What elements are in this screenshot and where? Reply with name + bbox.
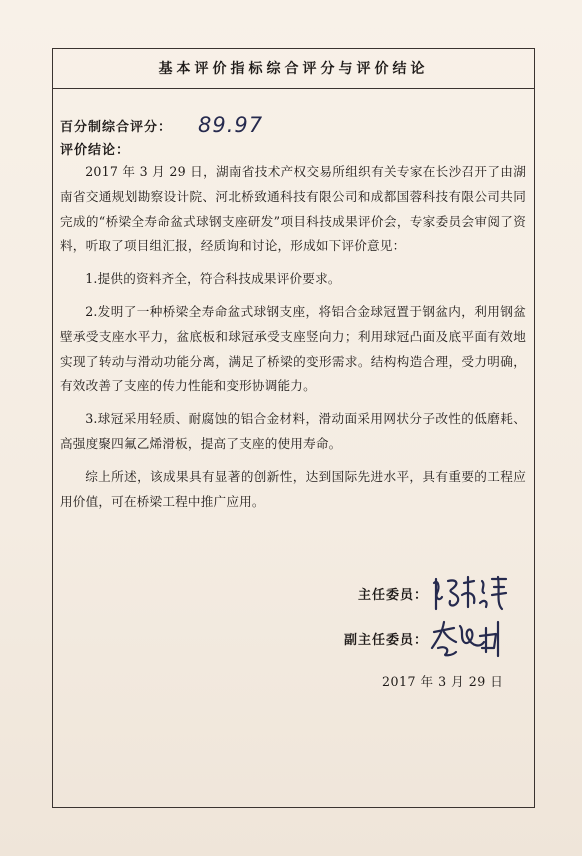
conclusion-paragraph: 2.发明了一种桥梁全寿命盆式球钢支座，将铝合金球冠置于钢盆内，利用钢盆壁承受支座水平力，盆底板和球冠承受支座竖向力；利用球冠凸面及底平面有效地实现了转动与滑动功能分离，满足了桥梁的变形需求。结构构造合理，受力明确，有效改善了支座的传力性能和变形协调能力。 <box>60 303 526 394</box>
conclusion-paragraph: 3.球冠采用轻质、耐腐蚀的铝合金材料，滑动面采用网状分子改性的低磨耗、高强度聚四氟乙烯滑板，提高了支座的使用寿命。 <box>60 411 526 451</box>
conclusion-paragraph: 综上所述，该成果具有显著的创新性，达到国际先进水平，具有重要的工程应用价值，可在桥梁工程中推广应用。 <box>60 468 526 509</box>
score-label: 百分制综合评分： <box>60 120 173 135</box>
score-line <box>60 112 263 136</box>
conclusion-paragraph: 2017 年 3 月 29 日，湖南省技术产权交易所组织有关专家在长沙召开了由湖南省交通规划勘察设计院、河北桥致通科技有限公司和成都国蓉科技有限公司共同完成的“桥梁全寿命盆式球钢支座研发”项目科技成果评价会，专家委员会审阅了资料，听取了项目组汇报，经质询和讨论，形成如下评价意见： <box>60 164 526 254</box>
vice-director-signature-image <box>430 618 510 658</box>
section-header <box>52 48 535 89</box>
score-value: 89.97 <box>198 113 264 137</box>
conclusion-label: 评价结论： <box>60 143 131 158</box>
vice-director-signature-row <box>344 618 510 658</box>
director-label: 主任委员： <box>358 587 429 603</box>
section-title: 基本评价指标综合评分与评价结论 <box>158 61 429 77</box>
conclusion-body <box>60 160 526 514</box>
signing-date: 2017 年 3 月 29 日 <box>382 674 504 689</box>
director-signature-image <box>430 573 510 613</box>
director-signature-row <box>358 573 510 613</box>
conclusion-paragraph: 1.提供的资料齐全，符合科技成果评价要求。 <box>85 271 341 287</box>
vice-director-label: 副主任委员： <box>344 632 429 648</box>
